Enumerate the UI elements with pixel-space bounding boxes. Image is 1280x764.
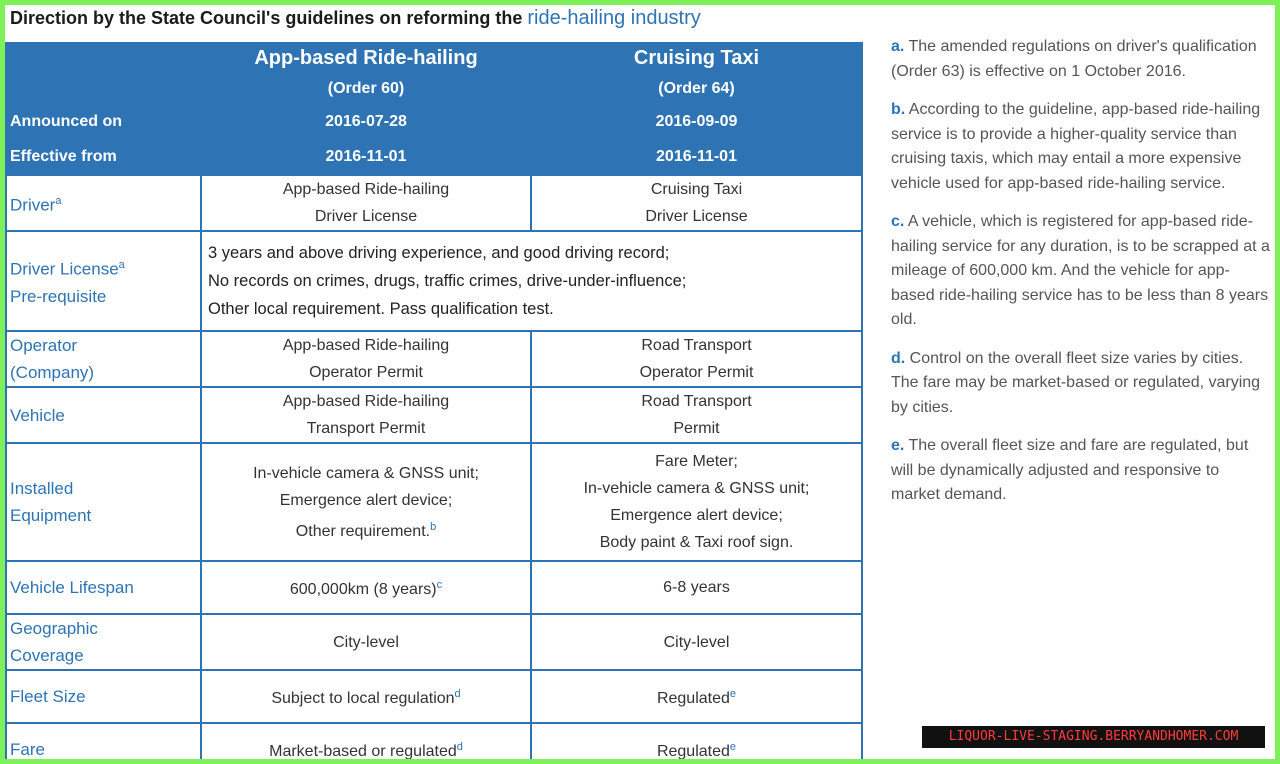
- row-label: [6, 175, 201, 231]
- footnote-key: c.: [891, 213, 905, 230]
- table-cell: [201, 387, 531, 443]
- footnote-text: Control on the overall fleet size varies by cities. The fare may be market-based or regulated, varying by cities.: [891, 349, 1261, 416]
- table-row: [6, 443, 862, 561]
- col2-order: (Order 64): [531, 73, 862, 105]
- cell-line: Other requirement.: [295, 522, 431, 540]
- table-cell: [531, 614, 862, 670]
- table-cell: [201, 670, 531, 723]
- operator-label-b: (Company): [10, 363, 95, 382]
- announced-label: Announced on: [6, 105, 201, 138]
- cell-value: Market-based or regulated: [269, 743, 457, 759]
- cell-value: Regulated: [656, 743, 730, 759]
- row-label: [6, 561, 201, 614]
- cell-line: No records on crimes, drugs, traffic crimes, drive-under-influence;: [208, 272, 687, 290]
- footnote-key: e.: [891, 437, 905, 454]
- cell-line: In-vehicle camera & GNSS unit;: [253, 464, 479, 482]
- table-cell: [531, 387, 862, 443]
- cell-line: Permit: [673, 420, 720, 437]
- cell-line: 3 years and above driving experience, and good driving record;: [208, 244, 670, 262]
- table-cell: [201, 614, 531, 670]
- note-ref: e: [729, 688, 737, 700]
- table-row: [6, 175, 862, 231]
- row-label: [6, 231, 201, 331]
- image-frame: [5, 5, 1275, 759]
- row-label: [6, 331, 201, 387]
- cell-line: Other local requirement. Pass qualification test.: [208, 300, 554, 318]
- row-label: [6, 723, 201, 759]
- coverage-label-b: Coverage: [10, 646, 84, 665]
- equipment-label-b: Equipment: [10, 506, 92, 525]
- lifespan-label: Vehicle Lifespan: [10, 578, 134, 597]
- footnote-key: d.: [891, 349, 906, 367]
- cell-value: 6-8 years: [663, 579, 730, 596]
- cell-line: Road Transport: [641, 393, 752, 410]
- col1-order: (Order 60): [201, 73, 531, 105]
- footnote: [891, 98, 1271, 196]
- cell-line: Operator Permit: [639, 364, 754, 381]
- table-cell: [531, 561, 862, 614]
- row-label: [6, 387, 201, 443]
- table-row: [6, 561, 862, 614]
- table-cell: [531, 331, 862, 387]
- cell-line: App-based Ride-hailing: [282, 393, 450, 410]
- footnote-text: A vehicle, which is registered for app-based ride-hailing service for any duration, is to be scrapped at a mileage of 600,000 km. And the vehicle for app-based ride-hailing service has to be less than 8 years old.: [891, 213, 1270, 328]
- row-label: [6, 443, 201, 561]
- table-row: [6, 331, 862, 387]
- footnote-text: The overall fleet size and fare are regulated, but will be dynamically adjusted and responsive to market demand.: [891, 437, 1249, 503]
- table-cell: [201, 231, 862, 331]
- col2-effective: 2016-11-01: [531, 138, 862, 175]
- cell-line: Emergence alert device;: [610, 507, 783, 524]
- footnotes: [891, 35, 1271, 522]
- table-cell: [201, 175, 531, 231]
- table-cell: [531, 670, 862, 723]
- cell-line: Fare Meter;: [655, 453, 738, 470]
- col1-name: App-based Ride-hailing: [201, 43, 531, 73]
- row-label: [6, 614, 201, 670]
- effective-label: Effective from: [6, 138, 201, 175]
- footnote-key: b.: [891, 101, 906, 118]
- table-cell: [201, 331, 531, 387]
- col2-announced: 2016-09-09: [531, 105, 862, 138]
- cell-line: Driver License: [314, 208, 418, 225]
- cell-line: In-vehicle camera & GNSS unit;: [583, 480, 810, 497]
- note-ref: d: [456, 741, 463, 753]
- cell-value: City-level: [333, 633, 399, 651]
- coverage-label-a: Geographic: [10, 619, 98, 638]
- footnote: [891, 210, 1271, 333]
- note-ref: b: [430, 520, 437, 533]
- table-cell: [201, 561, 531, 614]
- table-row: [6, 614, 862, 670]
- cell-line: Transport Permit: [306, 420, 426, 437]
- title-highlight: ride-hailing industry: [527, 7, 701, 29]
- footnote: [891, 434, 1271, 508]
- cell-line: Road Transport: [641, 337, 752, 354]
- header-row-announced: [6, 105, 862, 138]
- title-main: Direction by the State Council's guidelines on reforming the: [10, 8, 523, 28]
- note-ref: a: [118, 259, 125, 272]
- license-label-a: Driver License: [10, 259, 119, 279]
- page-title: [10, 7, 701, 30]
- col2-name: Cruising Taxi: [531, 43, 862, 73]
- footnote-key: a.: [891, 38, 905, 55]
- footnote-text: The amended regulations on driver's qualification (Order 63) is effective on 1 October 2016.: [891, 38, 1257, 80]
- note-ref: d: [454, 688, 461, 700]
- vehicle-label: Vehicle: [10, 405, 65, 425]
- license-label-b: Pre-requisite: [10, 286, 107, 306]
- cell-line: Body paint & Taxi roof sign.: [599, 534, 794, 551]
- equipment-label-a: Installed: [10, 479, 74, 498]
- table-cell: [531, 723, 862, 759]
- note-ref: c: [436, 579, 443, 591]
- cell-line: Operator Permit: [309, 364, 423, 381]
- table-cell: [531, 443, 862, 561]
- cell-value: City-level: [663, 633, 730, 651]
- col1-announced: 2016-07-28: [201, 105, 531, 138]
- footnote-text: According to the guideline, app-based ride-hailing service is to provide a higher-quality service than cruising taxis, which may entail a more expensive vehicle used for app-based ride-hailing service.: [891, 101, 1261, 192]
- watermark-banner: LIQUOR-LIVE-STAGING.BERRYANDHOMER.COM: [922, 726, 1265, 748]
- note-ref: a: [55, 194, 62, 207]
- row-label: [6, 670, 201, 723]
- cell-value: 600,000km (8 years): [289, 581, 437, 598]
- cell-line: App-based Ride-hailing: [282, 181, 450, 198]
- footnote: [891, 35, 1271, 84]
- operator-label-a: Operator: [10, 336, 78, 355]
- table-cell: [531, 175, 862, 231]
- table-cell: [201, 723, 531, 759]
- header-row-names: [6, 43, 862, 73]
- note-ref: e: [729, 741, 737, 753]
- driver-label: Driver: [10, 195, 56, 215]
- cell-line: App-based Ride-hailing: [282, 337, 450, 354]
- cell-value: Subject to local regulation: [271, 690, 455, 707]
- header-row-effective: [6, 138, 862, 175]
- footnote: [891, 347, 1271, 421]
- cell-line: Cruising Taxi: [650, 181, 743, 198]
- table-cell: [201, 443, 531, 561]
- table-row: [6, 723, 862, 759]
- fleet-label: Fleet Size: [10, 687, 86, 706]
- cell-line: Driver License: [645, 208, 748, 225]
- table-row: [6, 387, 862, 443]
- table-row: [6, 670, 862, 723]
- fare-label: Fare: [10, 740, 45, 759]
- cell-value: Regulated: [656, 690, 730, 707]
- table-row: [6, 231, 862, 331]
- col1-effective: 2016-11-01: [201, 138, 531, 175]
- comparison-table: [5, 42, 863, 759]
- cell-line: Emergence alert device;: [279, 491, 453, 509]
- header-row-orders: [6, 73, 862, 105]
